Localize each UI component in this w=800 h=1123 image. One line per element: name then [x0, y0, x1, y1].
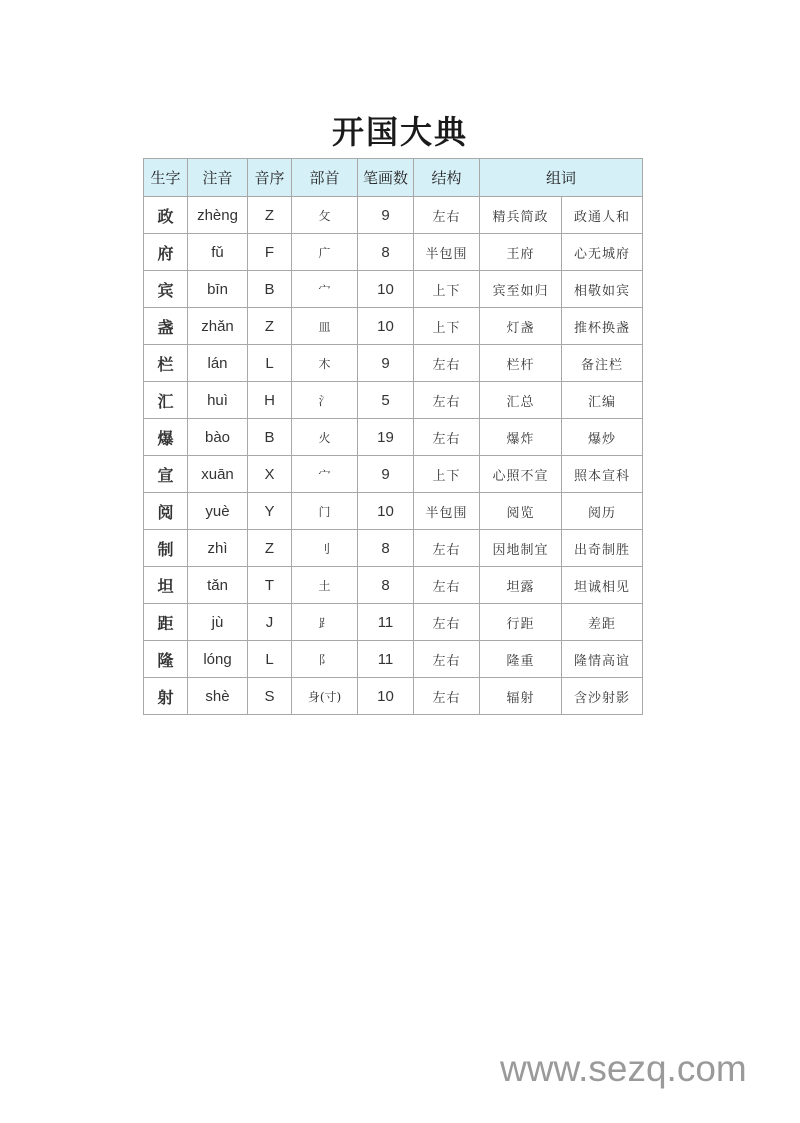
- table-row: [144, 234, 643, 271]
- word-cell: 王府: [480, 234, 562, 271]
- structure-cell: 上下: [414, 456, 480, 493]
- word-cell: 相敬如宾: [562, 271, 643, 308]
- table-row: [144, 456, 643, 493]
- word-cell: 爆炒: [562, 419, 643, 456]
- pinyin-cell: zhèng: [188, 197, 248, 234]
- word-cell: 汇总: [480, 382, 562, 419]
- stroke-count-cell: 11: [358, 604, 414, 641]
- character-cell: 栏: [144, 345, 188, 382]
- pinyin-cell: lán: [188, 345, 248, 382]
- word-cell: 宾至如归: [480, 271, 562, 308]
- structure-cell: 半包围: [414, 493, 480, 530]
- pinyin-cell: fǔ: [188, 234, 248, 271]
- radical-cell: 广: [292, 234, 358, 271]
- table-row: [144, 567, 643, 604]
- word-cell: 心无城府: [562, 234, 643, 271]
- initial-letter-cell: X: [248, 456, 292, 493]
- initial-letter-cell: Z: [248, 530, 292, 567]
- word-cell: 辐射: [480, 678, 562, 715]
- structure-cell: 左右: [414, 678, 480, 715]
- radical-cell: 火: [292, 419, 358, 456]
- stroke-count-cell: 19: [358, 419, 414, 456]
- document-title: 开国大典: [331, 113, 468, 151]
- pinyin-cell: huì: [188, 382, 248, 419]
- radical-cell: 攵: [292, 197, 358, 234]
- word-cell: 阅历: [562, 493, 643, 530]
- initial-letter-cell: B: [248, 419, 292, 456]
- radical-cell: ⻊: [292, 604, 358, 641]
- header-pinyin: 注音: [188, 159, 248, 197]
- structure-cell: 左右: [414, 382, 480, 419]
- pinyin-cell: zhǎn: [188, 308, 248, 345]
- initial-letter-cell: Y: [248, 493, 292, 530]
- watermark: www.sezq.com: [500, 1048, 747, 1089]
- structure-cell: 半包围: [414, 234, 480, 271]
- word-cell: 阅览: [480, 493, 562, 530]
- initial-letter-cell: T: [248, 567, 292, 604]
- stroke-count-cell: 8: [358, 567, 414, 604]
- word-cell: 心照不宣: [480, 456, 562, 493]
- word-cell: 因地制宜: [480, 530, 562, 567]
- stroke-count-cell: 10: [358, 493, 414, 530]
- character-cell: 宾: [144, 271, 188, 308]
- table-row: [144, 197, 643, 234]
- character-cell: 盏: [144, 308, 188, 345]
- pinyin-cell: yuè: [188, 493, 248, 530]
- pinyin-cell: zhì: [188, 530, 248, 567]
- table-row: [144, 271, 643, 308]
- initial-letter-cell: Z: [248, 308, 292, 345]
- character-cell: 隆: [144, 641, 188, 678]
- table-row: [144, 678, 643, 715]
- word-cell: 行距: [480, 604, 562, 641]
- table-row: [144, 530, 643, 567]
- structure-cell: 左右: [414, 604, 480, 641]
- radical-cell: 土: [292, 567, 358, 604]
- structure-cell: 上下: [414, 271, 480, 308]
- structure-cell: 左右: [414, 641, 480, 678]
- radical-cell: 皿: [292, 308, 358, 345]
- initial-letter-cell: L: [248, 641, 292, 678]
- structure-cell: 左右: [414, 419, 480, 456]
- structure-cell: 左右: [414, 197, 480, 234]
- pinyin-cell: bào: [188, 419, 248, 456]
- stroke-count-cell: 10: [358, 308, 414, 345]
- word-cell: 坦露: [480, 567, 562, 604]
- initial-letter-cell: J: [248, 604, 292, 641]
- character-cell: 坦: [144, 567, 188, 604]
- stroke-count-cell: 9: [358, 197, 414, 234]
- stroke-count-cell: 10: [358, 678, 414, 715]
- header-radical: 部首: [292, 159, 358, 197]
- stroke-count-cell: 10: [358, 271, 414, 308]
- stroke-count-cell: 8: [358, 234, 414, 271]
- table-row: [144, 604, 643, 641]
- table-row: [144, 493, 643, 530]
- word-cell: 差距: [562, 604, 643, 641]
- radical-cell: 宀: [292, 456, 358, 493]
- table-row: [144, 382, 643, 419]
- pinyin-cell: tǎn: [188, 567, 248, 604]
- pinyin-cell: xuān: [188, 456, 248, 493]
- pinyin-cell: bīn: [188, 271, 248, 308]
- table-row: [144, 641, 643, 678]
- word-cell: 汇编: [562, 382, 643, 419]
- radical-cell: 阝: [292, 641, 358, 678]
- character-cell: 爆: [144, 419, 188, 456]
- radical-cell: 门: [292, 493, 358, 530]
- structure-cell: 左右: [414, 530, 480, 567]
- word-cell: 隆重: [480, 641, 562, 678]
- table-row: [144, 345, 643, 382]
- structure-cell: 上下: [414, 308, 480, 345]
- word-cell: 爆炸: [480, 419, 562, 456]
- structure-cell: 左右: [414, 345, 480, 382]
- stroke-count-cell: 11: [358, 641, 414, 678]
- character-cell: 府: [144, 234, 188, 271]
- vocabulary-table: [143, 158, 643, 715]
- character-cell: 宣: [144, 456, 188, 493]
- character-cell: 距: [144, 604, 188, 641]
- structure-cell: 左右: [414, 567, 480, 604]
- character-cell: 制: [144, 530, 188, 567]
- table-row: [144, 419, 643, 456]
- radical-cell: 宀: [292, 271, 358, 308]
- radical-cell: 木: [292, 345, 358, 382]
- stroke-count-cell: 9: [358, 456, 414, 493]
- initial-letter-cell: F: [248, 234, 292, 271]
- character-cell: 阅: [144, 493, 188, 530]
- header-words: 组词: [480, 159, 643, 197]
- pinyin-cell: shè: [188, 678, 248, 715]
- stroke-count-cell: 9: [358, 345, 414, 382]
- radical-cell: 氵: [292, 382, 358, 419]
- word-cell: 备注栏: [562, 345, 643, 382]
- pinyin-cell: jù: [188, 604, 248, 641]
- initial-letter-cell: S: [248, 678, 292, 715]
- word-cell: 精兵简政: [480, 197, 562, 234]
- header-strokes: 笔画数: [358, 159, 414, 197]
- word-cell: 政通人和: [562, 197, 643, 234]
- header-letter: 音序: [248, 159, 292, 197]
- stroke-count-cell: 5: [358, 382, 414, 419]
- header-char: 生字: [144, 159, 188, 197]
- word-cell: 隆情高谊: [562, 641, 643, 678]
- stroke-count-cell: 8: [358, 530, 414, 567]
- initial-letter-cell: H: [248, 382, 292, 419]
- word-cell: 推杯换盏: [562, 308, 643, 345]
- pinyin-cell: lóng: [188, 641, 248, 678]
- word-cell: 灯盏: [480, 308, 562, 345]
- header-structure: 结构: [414, 159, 480, 197]
- initial-letter-cell: B: [248, 271, 292, 308]
- word-cell: 出奇制胜: [562, 530, 643, 567]
- word-cell: 含沙射影: [562, 678, 643, 715]
- word-cell: 照本宣科: [562, 456, 643, 493]
- initial-letter-cell: Z: [248, 197, 292, 234]
- table-header-row: [144, 159, 643, 197]
- character-cell: 射: [144, 678, 188, 715]
- radical-cell: 身(寸): [292, 678, 358, 715]
- character-cell: 政: [144, 197, 188, 234]
- word-cell: 栏杆: [480, 345, 562, 382]
- word-cell: 坦诚相见: [562, 567, 643, 604]
- character-cell: 汇: [144, 382, 188, 419]
- radical-cell: 刂: [292, 530, 358, 567]
- table-row: [144, 308, 643, 345]
- initial-letter-cell: L: [248, 345, 292, 382]
